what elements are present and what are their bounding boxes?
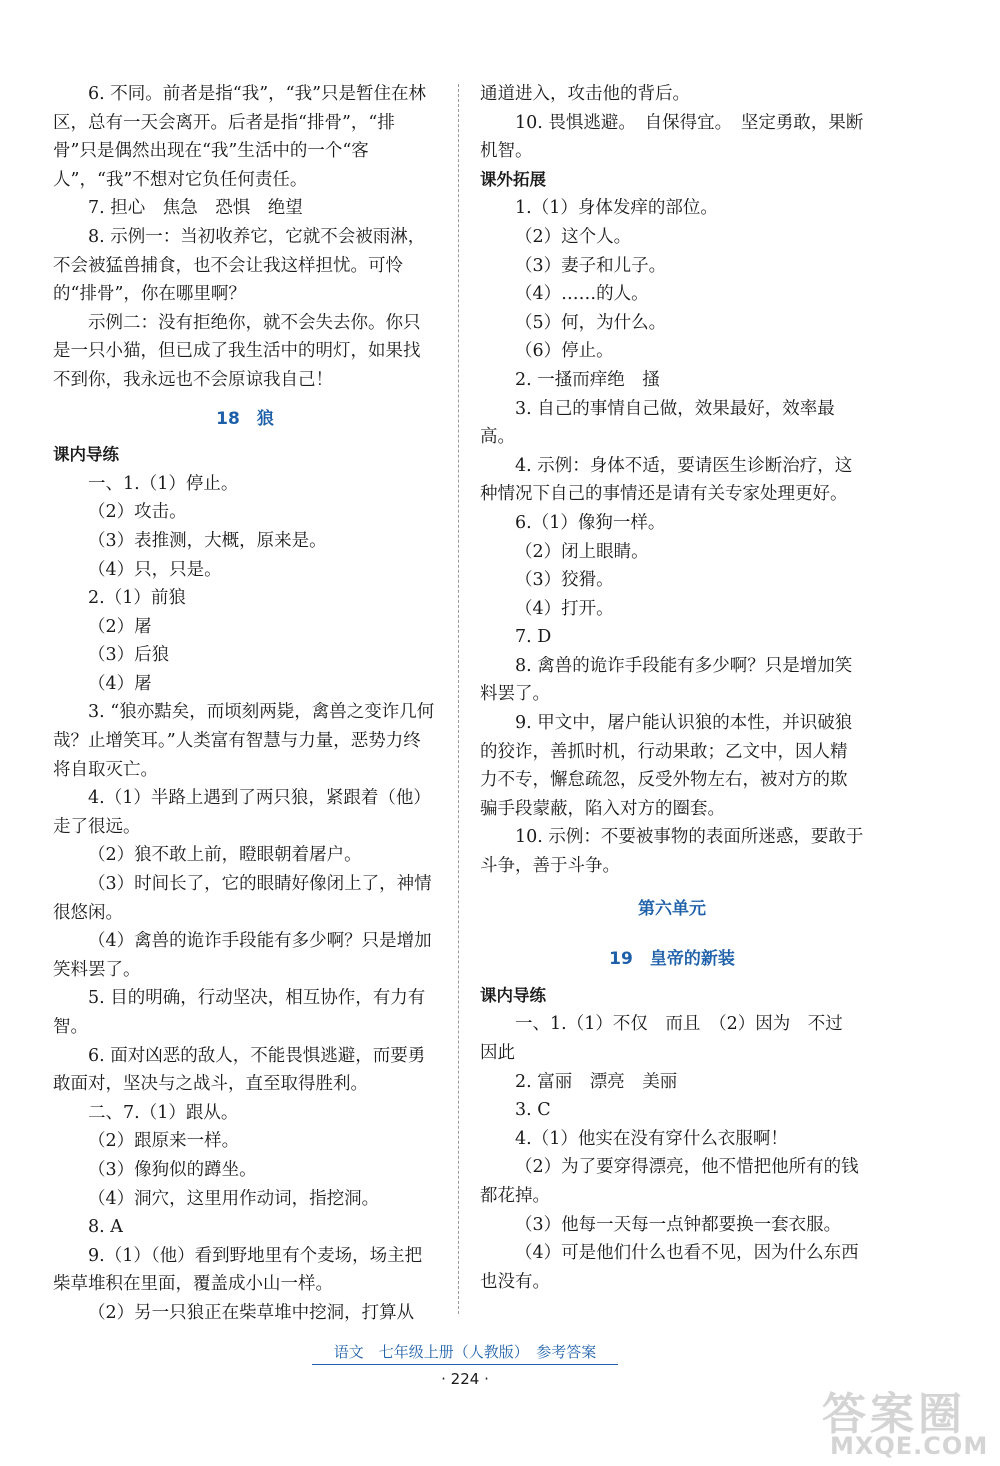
answer-line: 一、1.（1）不仅 而且 （2）因为 不过 因此: [480, 1014, 861, 1063]
answer-line: （4）只，只是。: [88, 559, 222, 580]
answer-line: 通道进入，攻击他的背后。: [480, 84, 690, 104]
answer-line: （4）禽兽的诡诈手段能有多少啊？只是增加笑料罢了。: [53, 931, 432, 980]
answer-line: 8. 禽兽的诡诈手段能有多少啊？只是增加笑料罢了。: [480, 655, 853, 705]
answer-line: 8. 示例一：当初收养它，它就不会被雨淋，不会被猛兽捕食，也不会让我这样担忧。可怜的“排骨”，你在哪里啊？: [53, 226, 426, 305]
answer-line: （4）洞穴，这里用作动词，指挖洞。: [88, 1188, 380, 1209]
answer-line: （3）像狗似的蹲坐。: [88, 1159, 257, 1180]
section-title: 第六单元: [638, 898, 706, 919]
answer-line: 10. 畏惧逃避。 自保得宜。 坚定勇敢，果断机智。: [480, 112, 864, 162]
answer-line: 10. 示例：不要被事物的表面所迷惑，要敢于斗争，善于斗争。: [480, 827, 864, 877]
answer-line: 2. 富丽 漂亮 美丽: [515, 1071, 678, 1092]
answer-line: （3）后狼: [88, 645, 170, 666]
page-number: · 224 ·: [441, 1370, 489, 1388]
answer-line: 4.（1）半路上遇到了两只狼，紧跟着（他）走了很远。: [53, 788, 431, 837]
answer-line: （6）停止。: [515, 341, 614, 362]
answer-line: （3）狡猾。: [515, 570, 614, 591]
section-heading: 课内导练: [53, 445, 119, 465]
answer-line: 2. 一搔而痒绝 搔: [515, 369, 660, 390]
answer-line: （2）为了要穿得漂亮，他不惜把他所有的钱都花掉。: [480, 1157, 859, 1206]
column-divider: [458, 84, 459, 1314]
left-column: [53, 80, 437, 1328]
answer-line: 7. 担心 焦急 恐惧 绝望: [88, 198, 303, 219]
answer-line: 3. C: [515, 1100, 551, 1121]
footer-book-title: 语文 七年级上册（人教版） 参考答案: [312, 1341, 618, 1365]
answer-line: （3）妻子和儿子。: [515, 255, 667, 276]
answer-line: （2）另一只狼正在柴草堆中挖洞，打算从: [88, 1302, 415, 1323]
section-title: 18 狼: [216, 408, 274, 429]
answer-line: （3）他每一天每一点钟都要换一套衣服。: [515, 1214, 842, 1235]
answer-line: 6. 面对凶恶的敌人，不能畏惧逃避，而要勇敢面对，坚决与之战斗，直至取得胜利。: [53, 1045, 426, 1095]
answer-line: 一、1.（1）停止。: [88, 473, 239, 494]
answer-line: （4）屠: [88, 673, 152, 694]
answer-line: 2.（1）前狼: [88, 588, 186, 609]
answer-line: 1.（1）身体发痒的部位。: [515, 198, 718, 219]
answer-line: （2）狼不敢上前，瞪眼朝着屠户。: [88, 845, 362, 866]
answer-line: 二、7.（1）跟从。: [88, 1102, 239, 1123]
answer-line: 3. 自己的事情自己做，效果最好，效率最高。: [480, 398, 835, 448]
watermark-logo: [770, 1378, 996, 1464]
answer-line: 4.（1）他实在没有穿什么衣服啊！: [515, 1128, 788, 1149]
section-heading: 课外拓展: [480, 169, 546, 189]
answer-line: 6.（1）像狗一样。: [515, 512, 666, 533]
answer-line: （2）屠: [88, 616, 152, 637]
answer-line: （2）这个人。: [515, 226, 632, 247]
answer-line: 9. 甲文中，屠户能认识狼的本性，并识破狼的狡诈，善抓时机，行动果敢；乙文中，因人精力不专，懈怠疏忽，反受外物左右，被对方的欺骗手段蒙蔽，陷入对方的圈套。: [480, 713, 853, 819]
watermark-word: 答案圈: [822, 1389, 966, 1440]
answer-line: 5. 目的明确，行动坚决，相互协作，有力有智。: [53, 988, 426, 1037]
section-title: 19 皇帝的新装: [609, 949, 735, 970]
answer-line: （2）跟原来一样。: [88, 1131, 240, 1152]
answer-line: 示例二：没有拒绝你，就不会失去你。你只是一只小猫，但已成了我生活中的明灯，如果找不到你，我永远也不会原谅我自己！: [53, 312, 421, 390]
answer-line: （5）何，为什么。: [515, 312, 667, 333]
answer-line: （2）闭上眼睛。: [515, 541, 649, 562]
answer-line: （2）攻击。: [88, 502, 187, 523]
answer-line: 4. 示例：身体不适，要请医生诊断治疗，这种情况下自己的事情还是请有关专家处理更好。: [480, 455, 853, 505]
section-heading: 课内导练: [480, 985, 546, 1005]
answer-line: （4）打开。: [515, 598, 614, 619]
answer-line: （4）……的人。: [515, 284, 649, 305]
answer-line: （4）可是他们什么也看不见，因为什么东西也没有。: [480, 1243, 859, 1292]
answer-line: 7. D: [515, 627, 552, 648]
right-column: [480, 80, 864, 1296]
answer-line: 9.（1）（他）看到野地里有个麦场，场主把柴草堆积在里面，覆盖成小山一样。: [53, 1245, 423, 1295]
watermark-site: MXQE.COM: [830, 1432, 989, 1460]
answer-line: 3. “狼亦黠矣，而顷刻两毙，禽兽之变诈几何哉？止增笑耳。”人类富有智慧与力量，恶势力终将自取灭亡。: [53, 702, 435, 780]
answer-line: 8. A: [88, 1217, 123, 1238]
answer-line: 6. 不同。前者是指“我”，“我”只是暂住在林区，总有一天会离开。后者是指“排骨”，“排骨”只是偶然出现在“我”生活中的一个“客人”，“我”不想对它负任何责任。: [53, 84, 427, 190]
answer-line: （3）时间长了，它的眼睛好像闭上了，神情很悠闲。: [53, 874, 432, 923]
answer-line: （3）表推测，大概，原来是。: [88, 530, 327, 551]
